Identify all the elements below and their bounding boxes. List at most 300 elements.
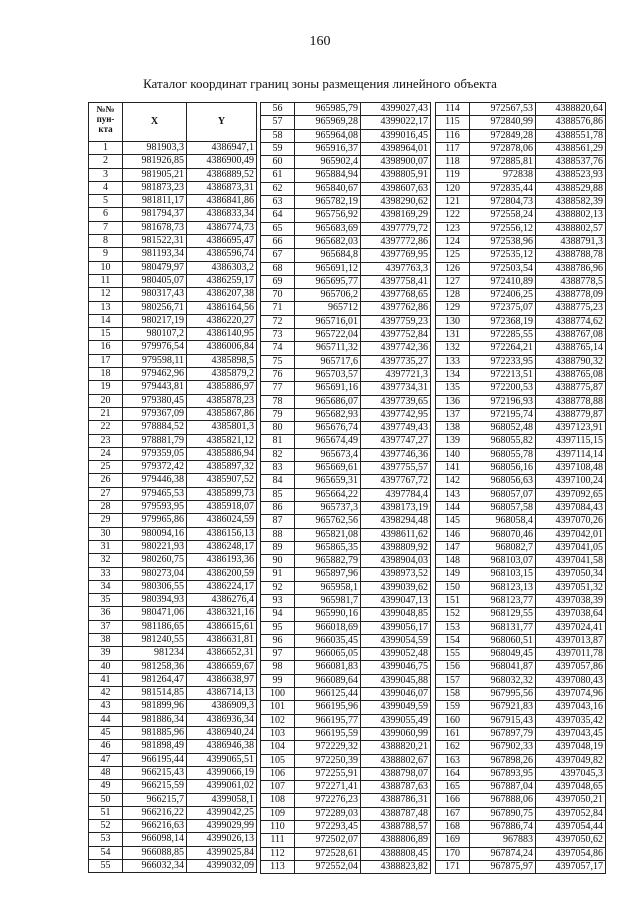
table-row — [261, 382, 431, 395]
point-number-cell: 141 — [436, 462, 470, 475]
y-cell: 4397769,95 — [361, 249, 431, 262]
point-number-cell: 59 — [261, 142, 295, 155]
point-number-cell: 110 — [261, 821, 295, 834]
y-cell: 4399016,45 — [361, 129, 431, 142]
y-cell: 4397050,21 — [536, 794, 606, 807]
x-cell: 965985,79 — [295, 103, 361, 116]
point-number-cell: 44 — [89, 713, 123, 726]
y-cell: 4385867,86 — [187, 407, 257, 420]
y-cell: 4398611,62 — [361, 528, 431, 541]
x-cell: 966065,05 — [295, 648, 361, 661]
point-number-cell: 2 — [89, 155, 123, 168]
x-cell: 968032,32 — [470, 674, 536, 687]
x-cell: 965958,1 — [295, 581, 361, 594]
x-cell: 968060,51 — [470, 634, 536, 647]
table-row — [89, 700, 257, 713]
x-cell: 981522,31 — [123, 235, 187, 248]
point-number-cell: 98 — [261, 661, 295, 674]
table-row — [436, 262, 606, 275]
point-number-cell: 123 — [436, 222, 470, 235]
x-cell: 966032,34 — [123, 860, 187, 873]
point-number-cell: 75 — [261, 355, 295, 368]
table-row — [436, 794, 606, 807]
table-row — [436, 156, 606, 169]
x-cell: 968129,55 — [470, 608, 536, 621]
y-cell: 4388802,67 — [361, 754, 431, 767]
x-cell: 966081,83 — [295, 661, 361, 674]
table-row — [261, 648, 431, 661]
y-cell: 4388791,3 — [536, 235, 606, 248]
x-cell: 968052,48 — [470, 422, 536, 435]
table-row — [89, 793, 257, 806]
y-cell: 4397721,3 — [361, 368, 431, 381]
table-row — [89, 540, 257, 553]
x-cell: 979465,53 — [123, 487, 187, 500]
y-cell: 4398809,92 — [361, 541, 431, 554]
x-cell: 981885,96 — [123, 727, 187, 740]
x-cell: 967995,56 — [470, 688, 536, 701]
x-cell: 965782,19 — [295, 196, 361, 209]
point-number-cell: 58 — [261, 129, 295, 142]
table-row — [436, 608, 606, 621]
x-cell: 980273,04 — [123, 567, 187, 580]
point-number-cell: 20 — [89, 394, 123, 407]
point-number-cell: 88 — [261, 528, 295, 541]
table-row — [436, 568, 606, 581]
y-cell: 4386164,56 — [187, 301, 257, 314]
y-cell: 4397747,27 — [361, 435, 431, 448]
table-row — [436, 382, 606, 395]
y-cell: 4388529,88 — [536, 182, 606, 195]
table-row — [261, 289, 431, 302]
table-row — [261, 262, 431, 275]
x-cell: 967921,83 — [470, 701, 536, 714]
point-number-cell: 11 — [89, 274, 123, 287]
y-cell: 4385899,73 — [187, 487, 257, 500]
point-number-cell: 72 — [261, 315, 295, 328]
y-cell: 4397742,95 — [361, 408, 431, 421]
x-cell: 972368,19 — [470, 315, 536, 328]
table-row — [261, 621, 431, 634]
table-row — [89, 766, 257, 779]
x-cell: 981905,21 — [123, 168, 187, 181]
point-number-cell: 54 — [89, 846, 123, 859]
point-number-cell: 66 — [261, 235, 295, 248]
catalog-title: Каталог координат границ зоны размещения линейного объекта — [143, 76, 497, 91]
point-number-cell: 67 — [261, 249, 295, 262]
x-cell: 972503,54 — [470, 262, 536, 275]
point-number-cell: 153 — [436, 621, 470, 634]
x-cell: 968123,77 — [470, 594, 536, 607]
point-number-cell: 45 — [89, 727, 123, 740]
table-row — [436, 555, 606, 568]
y-cell: 4397123,91 — [536, 422, 606, 435]
x-cell: 965683,69 — [295, 222, 361, 235]
y-cell: 4388582,39 — [536, 196, 606, 209]
point-number-cell: 109 — [261, 807, 295, 820]
table-row — [89, 195, 257, 208]
y-cell: 4397024,41 — [536, 621, 606, 634]
table-row — [436, 674, 606, 687]
y-cell: 4398169,29 — [361, 209, 431, 222]
point-number-cell: 50 — [89, 793, 123, 806]
table-row — [436, 169, 606, 182]
point-number-cell: 136 — [436, 395, 470, 408]
table-row — [436, 329, 606, 342]
point-number-cell: 5 — [89, 195, 123, 208]
x-cell: 965716,01 — [295, 315, 361, 328]
x-cell: 968041,87 — [470, 661, 536, 674]
x-cell: 978881,79 — [123, 434, 187, 447]
point-number-cell: 28 — [89, 501, 123, 514]
table-row — [436, 661, 606, 674]
y-cell: 4397100,24 — [536, 475, 606, 488]
x-cell: 972804,73 — [470, 196, 536, 209]
table-row — [261, 568, 431, 581]
point-number-cell: 151 — [436, 594, 470, 607]
x-cell: 972271,41 — [295, 781, 361, 794]
y-cell: 4385801,3 — [187, 421, 257, 434]
point-number-cell: 15 — [89, 328, 123, 341]
table-row — [89, 341, 257, 354]
x-cell: 965821,08 — [295, 528, 361, 541]
x-cell: 972293,45 — [295, 821, 361, 834]
table-row — [261, 448, 431, 461]
x-cell: 972264,21 — [470, 342, 536, 355]
y-cell: 4388765,14 — [536, 342, 606, 355]
x-cell: 981898,49 — [123, 740, 187, 753]
y-cell: 4397763,3 — [361, 262, 431, 275]
x-cell: 972567,53 — [470, 103, 536, 116]
y-cell: 4385878,23 — [187, 394, 257, 407]
y-cell: 4386193,36 — [187, 554, 257, 567]
table-row — [436, 422, 606, 435]
y-cell: 4386900,49 — [187, 155, 257, 168]
point-number-cell: 99 — [261, 674, 295, 687]
x-cell: 979462,96 — [123, 368, 187, 381]
table-row — [261, 661, 431, 674]
y-cell: 4385886,97 — [187, 381, 257, 394]
coordinates-table-2 — [260, 102, 431, 874]
point-number-cell: 148 — [436, 555, 470, 568]
x-cell: 967886,74 — [470, 821, 536, 834]
point-number-cell: 165 — [436, 781, 470, 794]
table-row — [436, 807, 606, 820]
table-row — [436, 355, 606, 368]
x-cell: 968103,15 — [470, 568, 536, 581]
x-cell: 965682,93 — [295, 408, 361, 421]
point-number-cell: 171 — [436, 860, 470, 873]
y-cell: 4398805,91 — [361, 169, 431, 182]
x-cell: 966216,63 — [123, 820, 187, 833]
table-row — [436, 342, 606, 355]
point-number-cell: 12 — [89, 288, 123, 301]
table-row — [436, 315, 606, 328]
table-row — [261, 355, 431, 368]
point-number-cell: 22 — [89, 421, 123, 434]
point-number-cell: 3 — [89, 168, 123, 181]
table-row — [261, 860, 431, 873]
y-cell: 4385821,12 — [187, 434, 257, 447]
table-row — [89, 301, 257, 314]
point-number-cell: 70 — [261, 289, 295, 302]
y-cell: 4397050,62 — [536, 834, 606, 847]
point-number-cell: 61 — [261, 169, 295, 182]
point-number-cell: 149 — [436, 568, 470, 581]
x-cell: 967893,95 — [470, 767, 536, 780]
y-cell: 4399065,51 — [187, 753, 257, 766]
point-number-cell: 126 — [436, 262, 470, 275]
x-cell: 981794,37 — [123, 208, 187, 221]
y-cell: 4397038,39 — [536, 594, 606, 607]
x-cell: 979443,81 — [123, 381, 187, 394]
point-number-cell: 82 — [261, 448, 295, 461]
x-cell: 966215,7 — [123, 793, 187, 806]
point-number-cell: 30 — [89, 527, 123, 540]
header-x: X — [123, 103, 187, 142]
point-number-cell: 51 — [89, 806, 123, 819]
table-row — [261, 794, 431, 807]
y-cell: 4388774,62 — [536, 315, 606, 328]
y-cell: 4388823,82 — [361, 860, 431, 873]
x-cell: 979593,95 — [123, 501, 187, 514]
x-cell: 966088,85 — [123, 846, 187, 859]
point-number-cell: 95 — [261, 621, 295, 634]
point-number-cell: 47 — [89, 753, 123, 766]
x-cell: 965711,32 — [295, 342, 361, 355]
y-cell: 4388808,45 — [361, 847, 431, 860]
point-number-cell: 34 — [89, 580, 123, 593]
y-cell: 4385918,07 — [187, 501, 257, 514]
table-row — [261, 302, 431, 315]
y-cell: 4397108,48 — [536, 462, 606, 475]
table-row — [436, 528, 606, 541]
x-cell: 967874,24 — [470, 847, 536, 860]
y-cell: 4398904,03 — [361, 555, 431, 568]
x-cell: 980479,97 — [123, 261, 187, 274]
y-cell: 4397080,43 — [536, 674, 606, 687]
y-cell: 4386006,84 — [187, 341, 257, 354]
point-number-cell: 74 — [261, 342, 295, 355]
y-cell: 4397768,65 — [361, 289, 431, 302]
point-number-cell: 14 — [89, 314, 123, 327]
table-row — [89, 753, 257, 766]
y-cell: 4397752,84 — [361, 329, 431, 342]
table-row — [436, 581, 606, 594]
y-cell: 4398607,63 — [361, 182, 431, 195]
y-cell: 4388806,89 — [361, 834, 431, 847]
y-cell: 4386833,34 — [187, 208, 257, 221]
table-row — [89, 567, 257, 580]
x-cell: 972213,51 — [470, 368, 536, 381]
x-cell: 965669,61 — [295, 462, 361, 475]
table-row — [261, 767, 431, 780]
table-row — [261, 515, 431, 528]
point-number-cell: 119 — [436, 169, 470, 182]
x-cell: 965691,12 — [295, 262, 361, 275]
point-number-cell: 104 — [261, 741, 295, 754]
table-row — [261, 169, 431, 182]
x-cell: 968057,58 — [470, 501, 536, 514]
table-row — [436, 103, 606, 116]
header-num-line-2: пун- — [96, 114, 115, 124]
x-cell: 965686,07 — [295, 395, 361, 408]
point-number-cell: 4 — [89, 181, 123, 194]
x-cell: 979965,86 — [123, 514, 187, 527]
point-number-cell: 161 — [436, 727, 470, 740]
x-cell: 968056,16 — [470, 462, 536, 475]
y-cell: 4397074,96 — [536, 688, 606, 701]
x-cell: 972250,39 — [295, 754, 361, 767]
y-cell: 4386841,86 — [187, 195, 257, 208]
table-row — [436, 475, 606, 488]
table-row — [261, 754, 431, 767]
table-row — [261, 275, 431, 288]
table-row — [261, 329, 431, 342]
table-row — [436, 701, 606, 714]
x-cell: 965706,2 — [295, 289, 361, 302]
table-row — [261, 475, 431, 488]
table-row — [89, 474, 257, 487]
table-row — [261, 847, 431, 860]
x-cell: 972229,32 — [295, 741, 361, 754]
table-row — [89, 288, 257, 301]
x-cell: 972838 — [470, 169, 536, 182]
x-cell: 967890,75 — [470, 807, 536, 820]
x-cell: 965676,74 — [295, 422, 361, 435]
table-row — [89, 660, 257, 673]
y-cell: 4386303,2 — [187, 261, 257, 274]
point-number-cell: 150 — [436, 581, 470, 594]
table-row — [89, 633, 257, 646]
y-cell: 4386659,67 — [187, 660, 257, 673]
table-row — [89, 833, 257, 846]
y-cell: 4398964,01 — [361, 142, 431, 155]
point-number-cell: 158 — [436, 688, 470, 701]
table-row — [89, 527, 257, 540]
x-cell: 972255,91 — [295, 767, 361, 780]
y-cell: 4397092,65 — [536, 488, 606, 501]
table-row — [436, 488, 606, 501]
x-cell: 966098,14 — [123, 833, 187, 846]
y-cell: 4386140,95 — [187, 328, 257, 341]
x-cell: 965664,22 — [295, 488, 361, 501]
table-row — [89, 142, 257, 155]
y-cell: 4386156,13 — [187, 527, 257, 540]
point-number-cell: 156 — [436, 661, 470, 674]
point-number-cell: 134 — [436, 368, 470, 381]
point-number-cell: 52 — [89, 820, 123, 833]
y-cell: 4397739,65 — [361, 395, 431, 408]
point-number-cell: 91 — [261, 568, 295, 581]
point-number-cell: 17 — [89, 354, 123, 367]
y-cell: 4386695,47 — [187, 235, 257, 248]
y-cell: 4386947,1 — [187, 142, 257, 155]
table-row — [89, 673, 257, 686]
table-row — [89, 846, 257, 859]
y-cell: 4399039,62 — [361, 581, 431, 594]
point-number-cell: 154 — [436, 634, 470, 647]
y-cell: 4398294,48 — [361, 515, 431, 528]
y-cell: 4399049,59 — [361, 701, 431, 714]
y-cell: 4388787,48 — [361, 807, 431, 820]
x-cell: 980471,06 — [123, 607, 187, 620]
y-cell: 4399042,25 — [187, 806, 257, 819]
x-cell: 981258,36 — [123, 660, 187, 673]
table-row — [261, 741, 431, 754]
point-number-cell: 122 — [436, 209, 470, 222]
table-row — [261, 142, 431, 155]
table-row — [89, 407, 257, 420]
table-row — [89, 261, 257, 274]
y-cell: 4397013,87 — [536, 634, 606, 647]
x-cell: 972849,28 — [470, 129, 536, 142]
point-number-cell: 71 — [261, 302, 295, 315]
table-row — [436, 860, 606, 873]
table-row — [89, 713, 257, 726]
point-number-cell: 163 — [436, 754, 470, 767]
table-row — [89, 181, 257, 194]
point-number-cell: 144 — [436, 501, 470, 514]
point-number-cell: 89 — [261, 541, 295, 554]
y-cell: 4397084,43 — [536, 501, 606, 514]
x-cell: 972835,44 — [470, 182, 536, 195]
header-num-line-3: кта — [98, 124, 113, 134]
point-number-cell: 73 — [261, 329, 295, 342]
table-row — [261, 555, 431, 568]
x-cell: 980317,43 — [123, 288, 187, 301]
coordinates-table-1 — [88, 102, 257, 873]
x-cell: 972410,89 — [470, 275, 536, 288]
x-cell: 981926,85 — [123, 155, 187, 168]
x-cell: 965674,49 — [295, 435, 361, 448]
y-cell: 4388561,29 — [536, 142, 606, 155]
table-row — [89, 780, 257, 793]
point-number-cell: 157 — [436, 674, 470, 687]
table-row — [89, 248, 257, 261]
x-cell: 981234 — [123, 647, 187, 660]
point-number-cell: 27 — [89, 487, 123, 500]
y-cell: 4388775,23 — [536, 302, 606, 315]
x-cell: 966089,64 — [295, 674, 361, 687]
point-number-cell: 124 — [436, 235, 470, 248]
table-row — [89, 727, 257, 740]
y-cell: 4388820,21 — [361, 741, 431, 754]
x-cell: 966195,77 — [295, 714, 361, 727]
y-cell: 4397035,42 — [536, 714, 606, 727]
table-row — [436, 821, 606, 834]
point-number-cell: 111 — [261, 834, 295, 847]
table-row — [261, 156, 431, 169]
point-number-cell: 79 — [261, 408, 295, 421]
x-cell: 979598,11 — [123, 354, 187, 367]
table-row — [261, 674, 431, 687]
x-cell: 980107,2 — [123, 328, 187, 341]
point-number-cell: 117 — [436, 142, 470, 155]
y-cell: 4388788,78 — [536, 249, 606, 262]
point-number-cell: 48 — [89, 766, 123, 779]
table-row — [436, 834, 606, 847]
x-cell: 981193,34 — [123, 248, 187, 261]
y-cell: 4388551,78 — [536, 129, 606, 142]
y-cell: 4386276,4 — [187, 594, 257, 607]
point-number-cell: 1 — [89, 142, 123, 155]
y-cell: 4399029,99 — [187, 820, 257, 833]
x-cell: 981899,96 — [123, 700, 187, 713]
x-cell: 965840,67 — [295, 182, 361, 195]
point-number-cell: 39 — [89, 647, 123, 660]
point-number-cell: 56 — [261, 103, 295, 116]
